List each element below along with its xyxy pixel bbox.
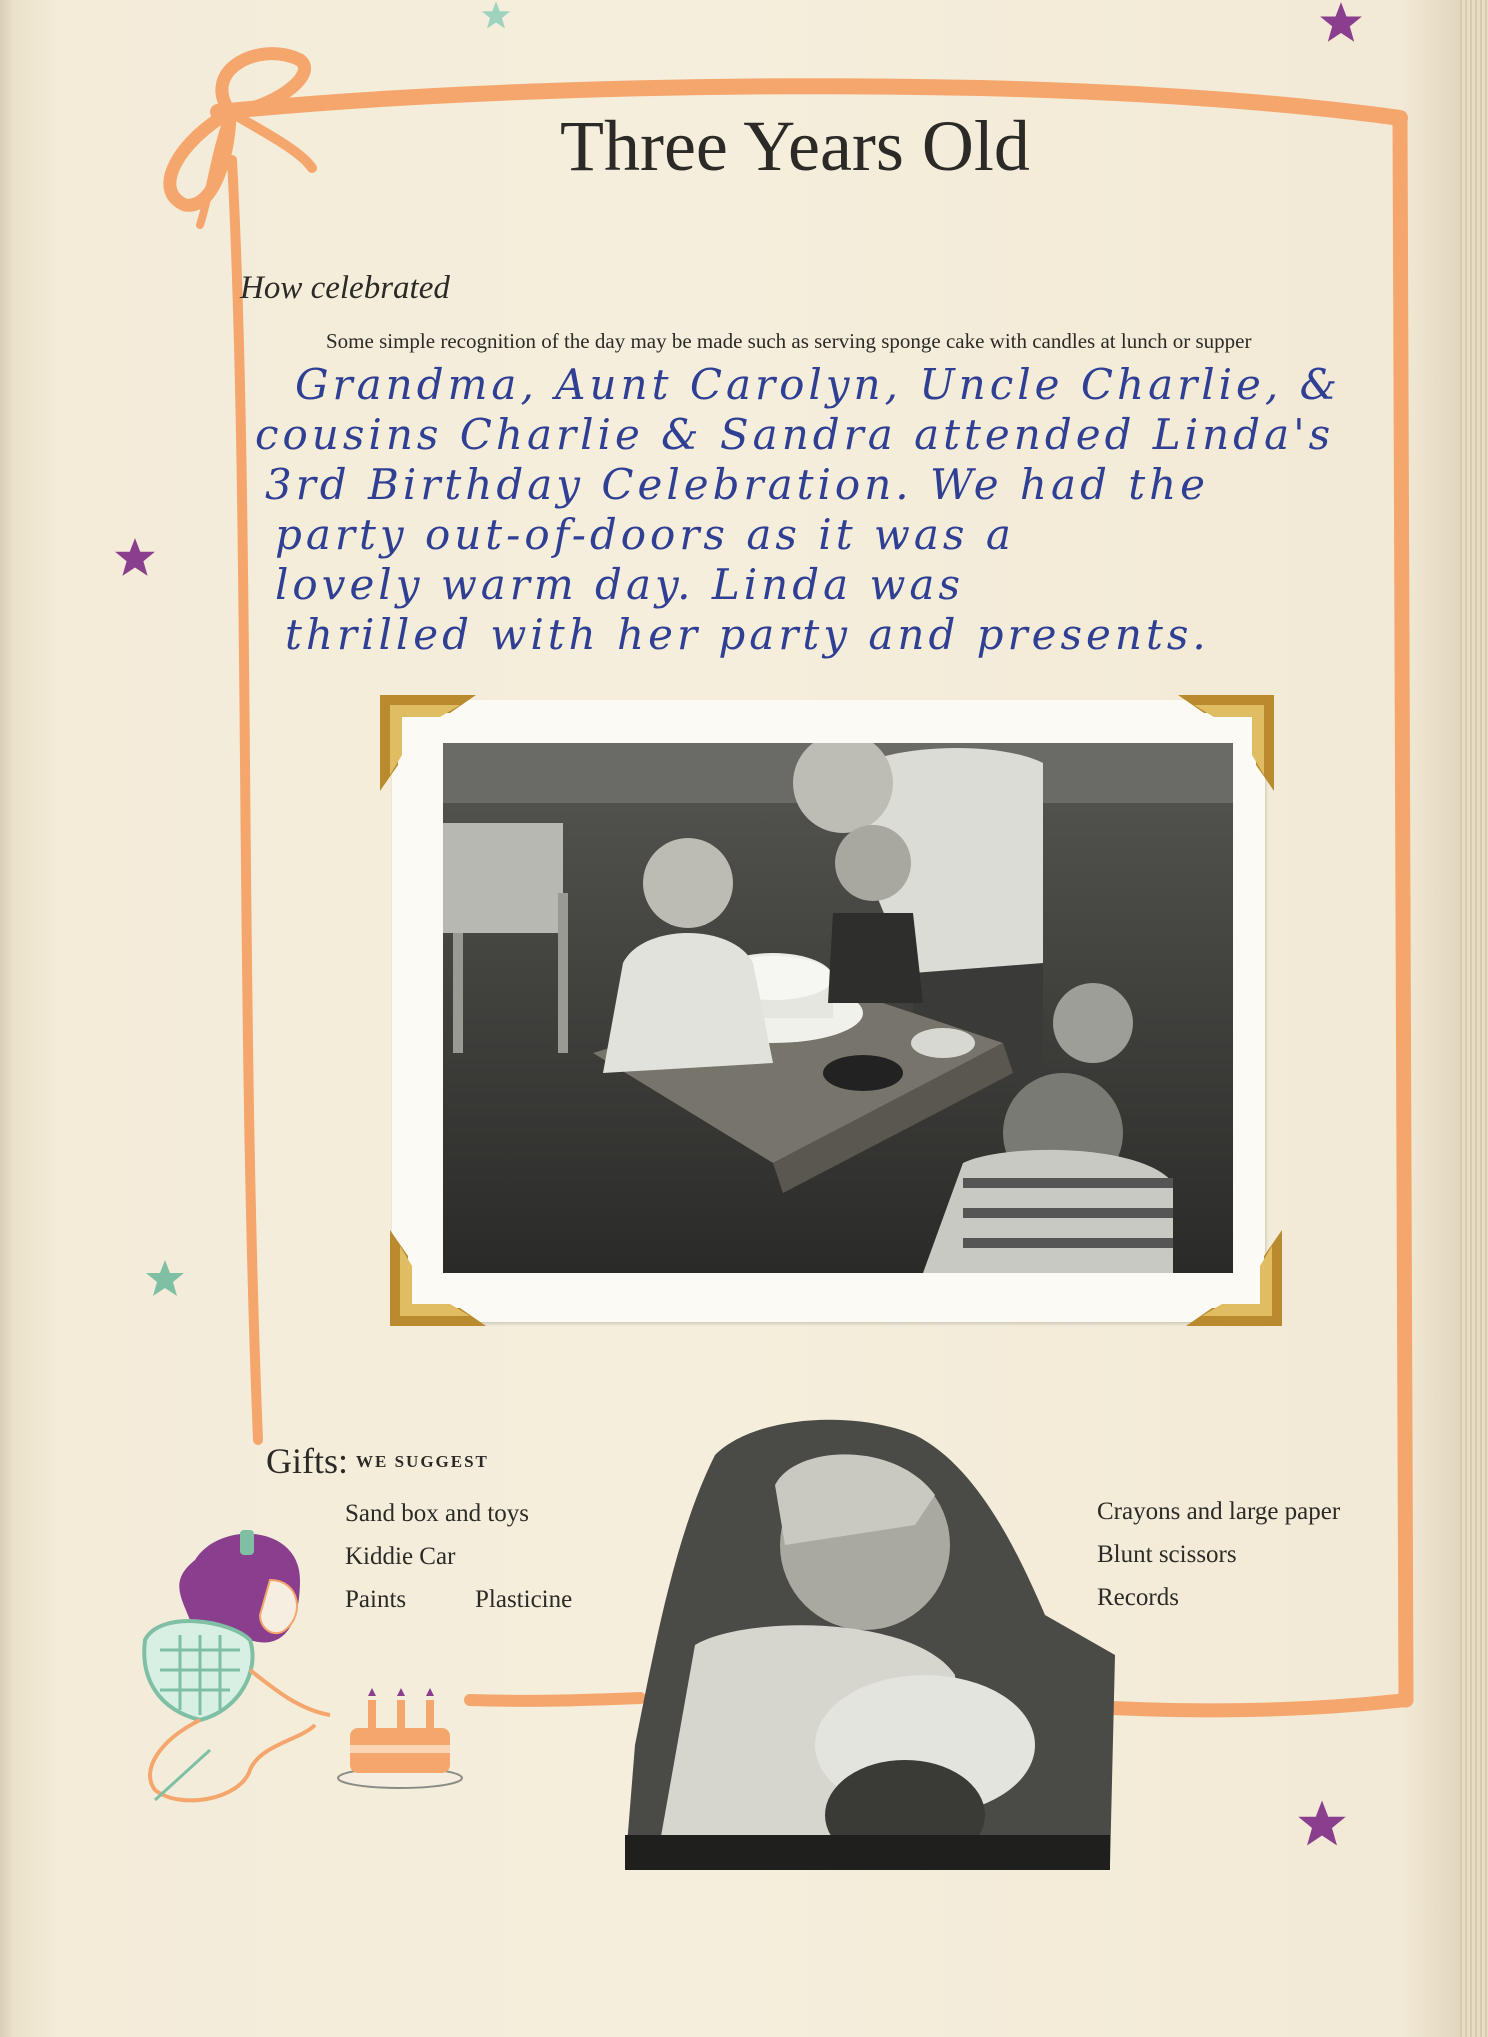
- girl-with-cake-illustration: [100, 1520, 480, 1820]
- how-celebrated-label: How celebrated: [240, 270, 450, 306]
- handwritten-line: lovely warm day. Linda was: [275, 560, 965, 609]
- gifts-label: Gifts:: [266, 1441, 349, 1481]
- page-title: Three Years Old: [560, 106, 1030, 186]
- gift-item: Records: [1097, 1584, 1179, 1611]
- handwritten-note: [255, 360, 1385, 660]
- celebration-hint: Some simple recognition of the day may be made such as serving sponge cake with candles at lunch or supper: [326, 329, 1252, 353]
- handwritten-line: 3rd Birthday Celebration. We had the: [265, 460, 1210, 509]
- photo-scene: [443, 743, 1233, 1273]
- gift-suggestions-right: [1097, 1490, 1340, 1619]
- star-icon: [1296, 1798, 1348, 1848]
- star-icon: [1318, 0, 1364, 44]
- birthday-party-photo: [443, 743, 1233, 1273]
- gift-item: Plasticine: [475, 1586, 573, 1613]
- handwritten-line: Grandma, Aunt Carolyn, Uncle Charlie, &: [295, 360, 1341, 409]
- photo-corner-icon: [1178, 695, 1274, 791]
- gifts-suggest-label: WE SUGGEST: [356, 1452, 489, 1471]
- gift-item: Crayons and large paper: [1097, 1498, 1341, 1525]
- star-icon: [144, 1258, 186, 1298]
- photo-corner-icon: [1186, 1230, 1282, 1326]
- star-icon: [114, 536, 156, 578]
- photo-corner-icon: [390, 1230, 486, 1326]
- handwritten-line: cousins Charlie & Sandra attended Linda's: [255, 410, 1335, 459]
- handwritten-line: party out-of-doors as it was a: [275, 510, 1015, 559]
- girl-with-doll-photo: [615, 1415, 1115, 1875]
- gift-item: Paints: [345, 1586, 407, 1613]
- gift-item: Blunt scissors: [1097, 1541, 1237, 1568]
- star-icon: [474, 0, 518, 30]
- handwritten-line: thrilled with her party and presents.: [285, 610, 1210, 659]
- gift-item: Kiddie Car: [345, 1543, 456, 1570]
- photo-corner-icon: [380, 695, 476, 791]
- gift-item: Sand box and toys: [345, 1500, 530, 1527]
